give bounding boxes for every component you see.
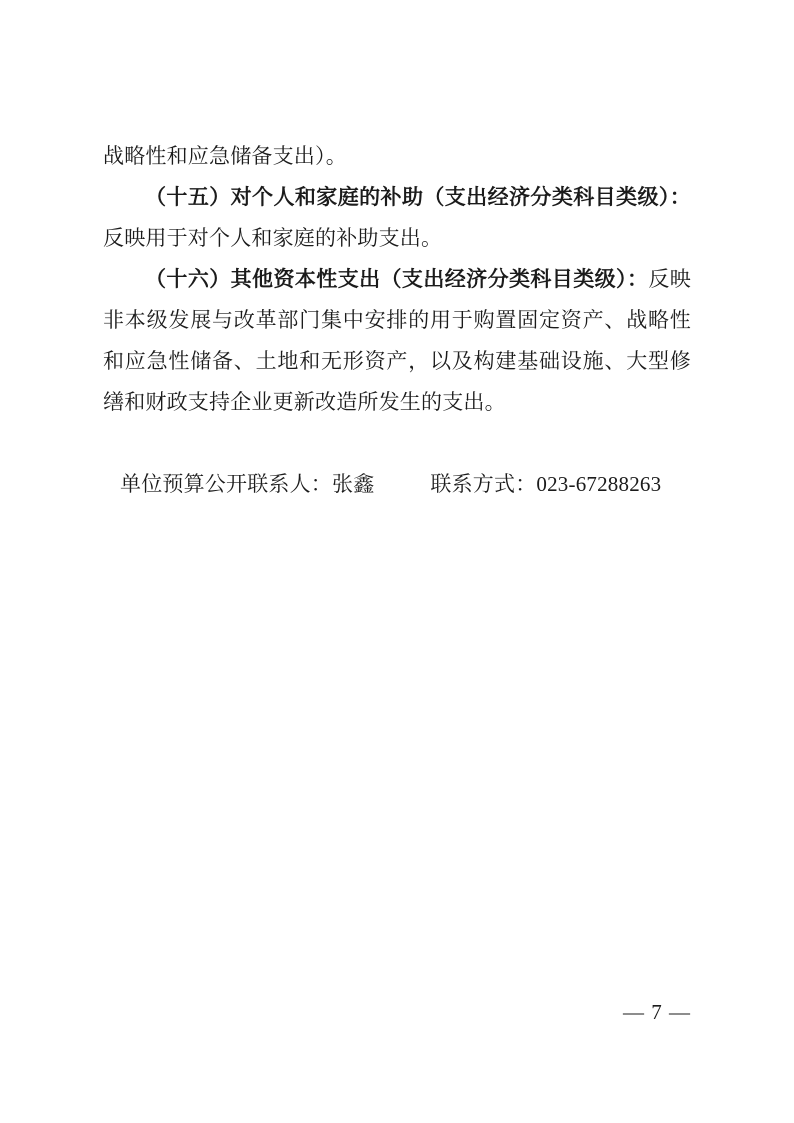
contact-person-name: 张鑫	[332, 472, 375, 496]
item-15-heading: （十五）对个人和家庭的补助（支出经济分类科目类级）：	[145, 185, 691, 209]
paragraph-continuation	[103, 136, 691, 177]
contact-person-label: 单位预算公开联系人：	[120, 472, 332, 496]
item-16-heading: （十六）其他资本性支出（支出经济分类科目类级）：	[145, 267, 649, 291]
contact-phone-label: 联系方式：	[430, 472, 537, 496]
page-number: — 7 —	[623, 1000, 691, 1024]
item-15-body: 反映用于对个人和家庭的补助支出。	[103, 226, 443, 250]
item-16-body: 反映非本级发展与改革部门集中安排的用于购置固定资产、战略性和应急性储备、土地和无形资产，以及构建基础设施、大型修缮和财政支持企业更新改造所发生的支出。	[103, 267, 691, 414]
paragraph-continuation-text: 战略性和应急储备支出）。	[103, 144, 347, 168]
document-body	[103, 136, 691, 505]
paragraph-item-16	[103, 259, 691, 423]
contact-phone-number: 023-67288263	[536, 472, 662, 496]
contact-line	[103, 464, 691, 505]
paragraph-item-15	[103, 177, 691, 259]
